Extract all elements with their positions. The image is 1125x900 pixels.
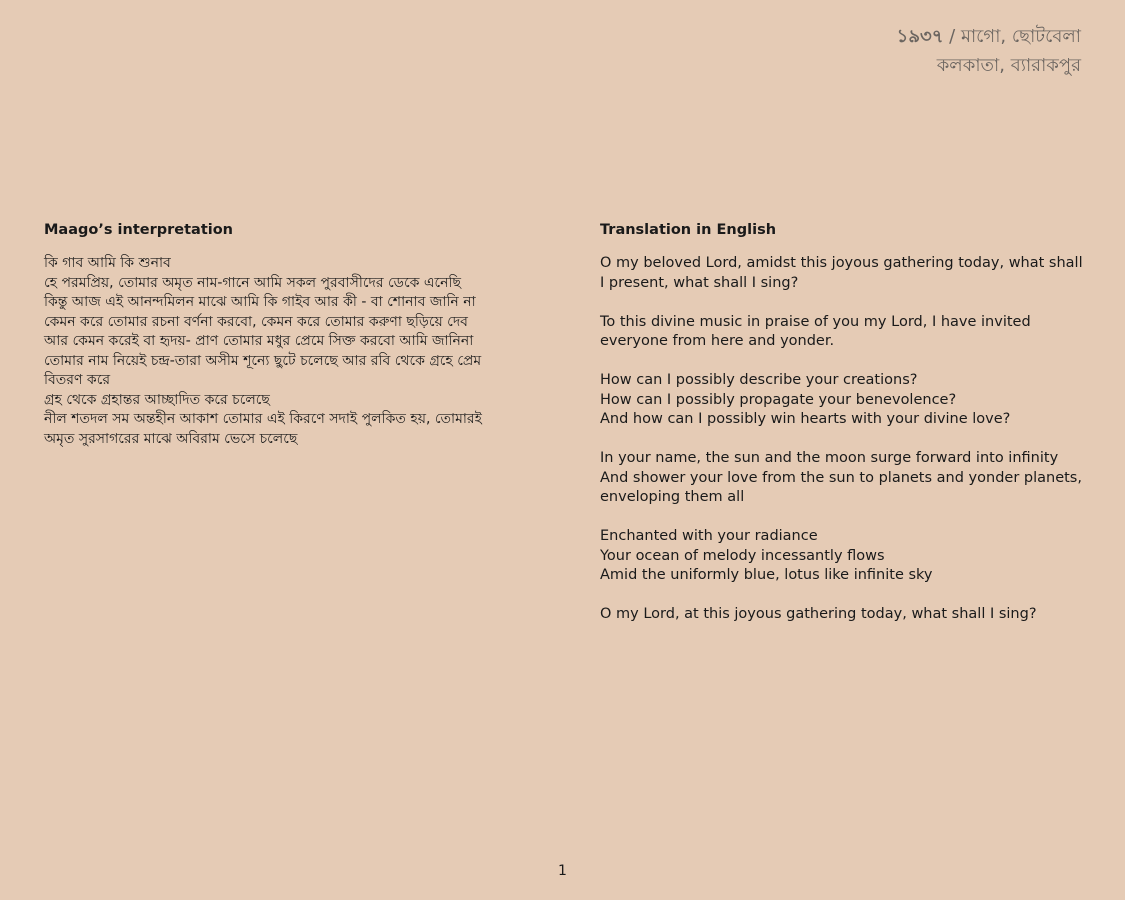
bengali-line: তোমার নাম নিয়েই চন্দ্র-তারা অসীম শূন্যে ছুটে চলেছে আর রবি থেকে গ্রহে প্রেম — [44, 352, 482, 369]
bengali-text — [44, 254, 524, 449]
bengali-line: আর কেমন করেই বা হৃদয়- প্রাণ তোমার মধুর প্রেমে সিক্ত করবো আমি জানিনা — [44, 333, 474, 349]
header-year: ১৯৩৭ — [896, 26, 944, 47]
header-title: মাগো, ছোটবেলা — [960, 26, 1081, 47]
page-header — [897, 22, 1081, 80]
bengali-line: কি গাব আমি কি শুনাব — [44, 255, 171, 271]
english-stanza — [600, 313, 1090, 352]
english-line: In your name, the sun and the moon surge forward into infinity — [600, 450, 1059, 466]
english-line: Your ocean of melody incessantly flows — [600, 547, 885, 564]
header-title-line — [897, 22, 1081, 51]
english-line: To this divine music in praise of you my Lord, I have invited — [600, 313, 1031, 330]
english-line: And shower your love from the sun to planets and yonder planets, — [600, 469, 1082, 486]
bengali-line: কেমন করে তোমার রচনা বর্ণনা করবো, কেমন করে তোমার করুণা ছড়িয়ে দেব — [44, 313, 468, 330]
english-line: I present, what shall I sing? — [600, 274, 799, 291]
english-line: Amid the uniformly blue, lotus like infinite sky — [600, 567, 933, 583]
english-line: everyone from here and yonder. — [600, 333, 835, 349]
english-line: O my Lord, at this joyous gathering today, what shall I sing? — [600, 606, 1037, 622]
english-line: And how can I possibly win hearts with your divine love? — [600, 411, 1011, 427]
english-line: Enchanted with your radiance — [600, 528, 818, 544]
header-separator: / — [943, 26, 961, 47]
bengali-line: বিতরণ করে — [44, 372, 111, 388]
bengali-line: নীল শতদল সম অন্তহীন আকাশ তোমার এই কিরণে সদাই পুলকিত হয়, তোমারই — [44, 411, 482, 427]
english-stanza — [600, 527, 1090, 586]
bengali-line: কিন্তু আজ এই আনন্দমিলন মাঝে আমি কি গাইব আর কী - বা শোনাব জানি না — [44, 294, 476, 310]
english-line: How can I possibly describe your creations? — [600, 372, 918, 388]
english-stanza — [600, 449, 1090, 508]
bengali-line: গ্রহ থেকে গ্রহান্তর আচ্ছাদিত করে চলেছে — [44, 391, 270, 408]
bengali-heading: Maago’s interpretation — [44, 222, 234, 238]
bengali-column — [44, 220, 524, 449]
english-line: O my beloved Lord, amidst this joyous gathering today, what shall — [600, 255, 1083, 271]
english-line: enveloping them all — [600, 489, 745, 505]
english-heading: Translation in English — [600, 222, 777, 238]
bengali-line: হে পরমপ্রিয়, তোমার অমৃত নাম-গানে আমি সকল পুরবাসীদের ডেকে এনেছি — [44, 274, 461, 291]
bengali-line: অমৃত সুরসাগরের মাঝে অবিরাম ভেসে চলেছে — [44, 430, 298, 447]
english-stanza — [600, 371, 1090, 430]
english-line: How can I possibly propagate your benevolence? — [600, 391, 957, 408]
english-stanza — [600, 254, 1090, 293]
english-column — [600, 220, 1090, 644]
page-number: 1 — [558, 863, 567, 879]
english-stanza — [600, 605, 1090, 625]
header-location: কলকাতা, ব্যারাকপুর — [936, 55, 1081, 76]
